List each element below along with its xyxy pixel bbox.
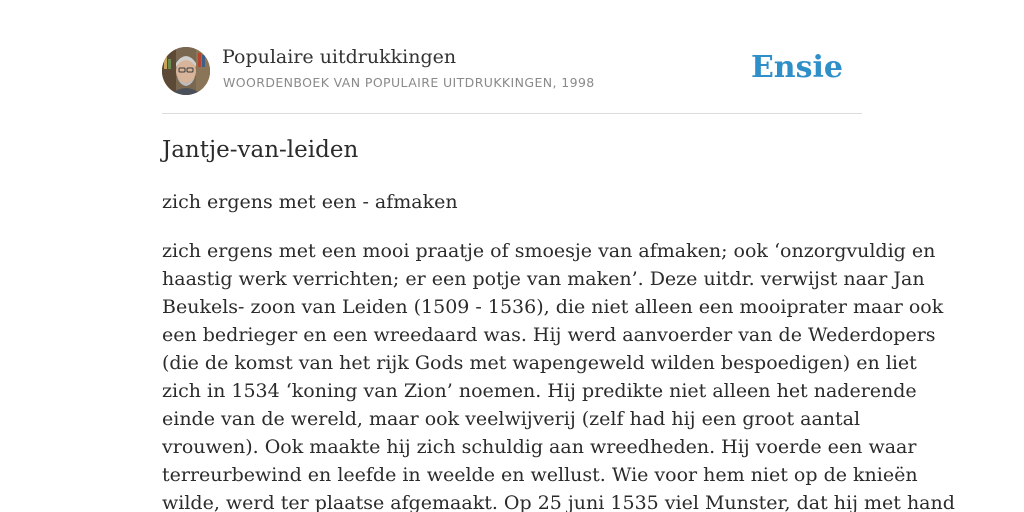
author-avatar-icon[interactable]: [162, 47, 210, 95]
body-line: haastig werk verrichten; er een potje van maken’. Deze uitdr. verwijst naar Jan: [162, 268, 925, 290]
entry-subtitle: zich ergens met een - afmaken: [162, 191, 458, 213]
entry-title: Jantje-van-leiden: [162, 137, 359, 163]
source-title[interactable]: Populaire uitdrukkingen: [222, 46, 457, 68]
entry-card: [162, 0, 955, 512]
body-line: (die de komst van het rijk Gods met wapengeweld wilden bespoedigen) en liet: [162, 352, 917, 374]
body-line: een bedrieger en een wreedaard was. Hij werd aanvoerder van de Wederdopers: [162, 324, 936, 346]
body-line: zich ergens met een mooi praatje of smoesje van afmaken; ook ‘onzorgvuldig en: [162, 240, 936, 262]
body-line: einde van de wereld, maar ook veelwijverij (zelf had hij een groot aantal: [162, 408, 861, 430]
body-line: vrouwen). Ook maakte hij zich schuldig aan wreedheden. Hij voerde een waar: [162, 436, 917, 458]
body-line: zich in 1534 ‘koning van Zion’ noemen. Hij predikte niet alleen het naderende: [162, 380, 917, 402]
source-header: [162, 0, 862, 114]
ensie-logo[interactable]: Ensie: [750, 50, 843, 85]
body-line: Beukels- zoon van Leiden (1509 - 1536), die niet alleen een mooiprater maar ook: [162, 296, 944, 318]
body-line: wilde, werd ter plaatse afgemaakt. Op 25 juni 1535 viel Munster, dat hij met hand: [162, 492, 955, 512]
body-line: terreurbewind en leefde in weelde en wellust. Wie voor hem niet op de knieën: [162, 464, 918, 486]
entry-body: [162, 237, 955, 512]
source-subtitle: WOORDENBOEK VAN POPULAIRE UITDRUKKINGEN, 1998: [223, 75, 595, 90]
